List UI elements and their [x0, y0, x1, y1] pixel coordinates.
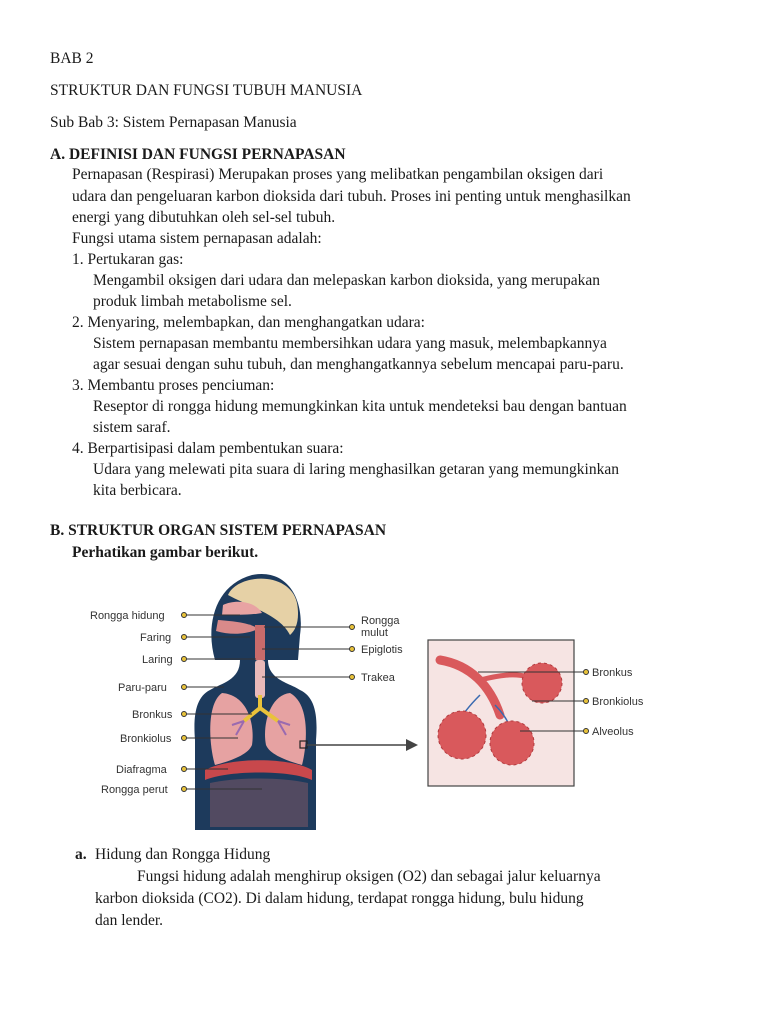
section-b-subheading: Perhatikan gambar berikut. — [72, 544, 259, 561]
function-title: 3. Membantu proses penciuman: — [72, 377, 275, 394]
label-bronkiolus: Bronkiolus — [120, 733, 172, 745]
function-title: 2. Menyaring, melembapkan, dan menghangatkan udara: — [72, 314, 425, 331]
function-desc: produk limbah metabolisme sel. — [93, 293, 292, 310]
label-mulut: mulut — [361, 627, 388, 639]
label-faring: Faring — [140, 632, 172, 644]
definition-line: Pernapasan (Respirasi) Merupakan proses yang melibatkan pengambilan oksigen dari — [72, 166, 604, 183]
respiratory-system-figure — [0, 565, 768, 835]
subsection-line: karbon dioksida (CO2). Di dalam hidung, terdapat rongga hidung, bulu hidung — [95, 890, 584, 907]
label-rongga-perut: Rongga perut — [101, 784, 168, 796]
label-rongga-hidung: Rongga hidung — [90, 610, 165, 622]
function-desc: kita berbicara. — [93, 482, 182, 499]
function-desc: Mengambil oksigen dari udara dan melepaskan karbon dioksida, yang merupakan — [93, 272, 601, 289]
subsection-line: dan lender. — [95, 912, 164, 929]
subchapter-title: Sub Bab 3: Sistem Pernapasan Manusia — [50, 114, 297, 131]
subsection-title: Hidung dan Rongga Hidung — [95, 846, 271, 863]
function-desc: Reseptor di rongga hidung memungkinkan kita untuk mendeteksi bau dengan bantuan — [93, 398, 627, 415]
inset-label-alveolus: Alveolus — [592, 726, 634, 738]
function-desc: sistem saraf. — [93, 419, 171, 436]
chapter-label: BAB 2 — [50, 50, 94, 67]
label-epiglotis: Epiglotis — [361, 644, 403, 656]
subsection-line: Fungsi hidung adalah menghirup oksigen (O2) dan sebagai jalur keluarnya — [137, 868, 601, 885]
function-desc: agar sesuai dengan suhu tubuh, dan menghangatkannya sebelum mencapai paru-paru. — [93, 356, 624, 373]
label-rongga: Rongga — [361, 615, 400, 627]
label-trakea: Trakea — [361, 672, 395, 684]
inset-label-bronkus: Bronkus — [592, 667, 633, 679]
functions-intro: Fungsi utama sistem pernapasan adalah: — [72, 230, 322, 247]
definition-line: udara dan pengeluaran karbon dioksida dari tubuh. Proses ini penting untuk menghasilkan — [72, 188, 631, 205]
chapter-title: STRUKTUR DAN FUNGSI TUBUH MANUSIA — [50, 82, 363, 99]
function-title: 4. Berpartisipasi dalam pembentukan suara: — [72, 440, 344, 457]
section-a-heading: A. DEFINISI DAN FUNGSI PERNAPASAN — [50, 146, 346, 163]
function-desc: Sistem pernapasan membantu membersihkan udara yang masuk, melembapkannya — [93, 335, 607, 352]
alveoli-inset — [428, 640, 574, 786]
label-paru-paru: Paru-paru — [118, 682, 167, 694]
label-diafragma: Diafragma — [116, 764, 167, 776]
inset-label-bronkiolus: Bronkiolus — [592, 696, 644, 708]
label-laring: Laring — [142, 654, 173, 666]
section-b-heading: B. STRUKTUR ORGAN SISTEM PERNAPASAN — [50, 522, 387, 539]
function-desc: Udara yang melewati pita suara di laring menghasilkan getaran yang memungkinkan — [93, 461, 619, 478]
subsection-marker: a. — [75, 846, 87, 863]
torso-illustration — [194, 660, 316, 830]
definition-line: energi yang dibutuhkan oleh sel-sel tubuh. — [72, 209, 336, 226]
label-bronkus: Bronkus — [132, 709, 173, 721]
function-title: 1. Pertukaran gas: — [72, 251, 184, 268]
